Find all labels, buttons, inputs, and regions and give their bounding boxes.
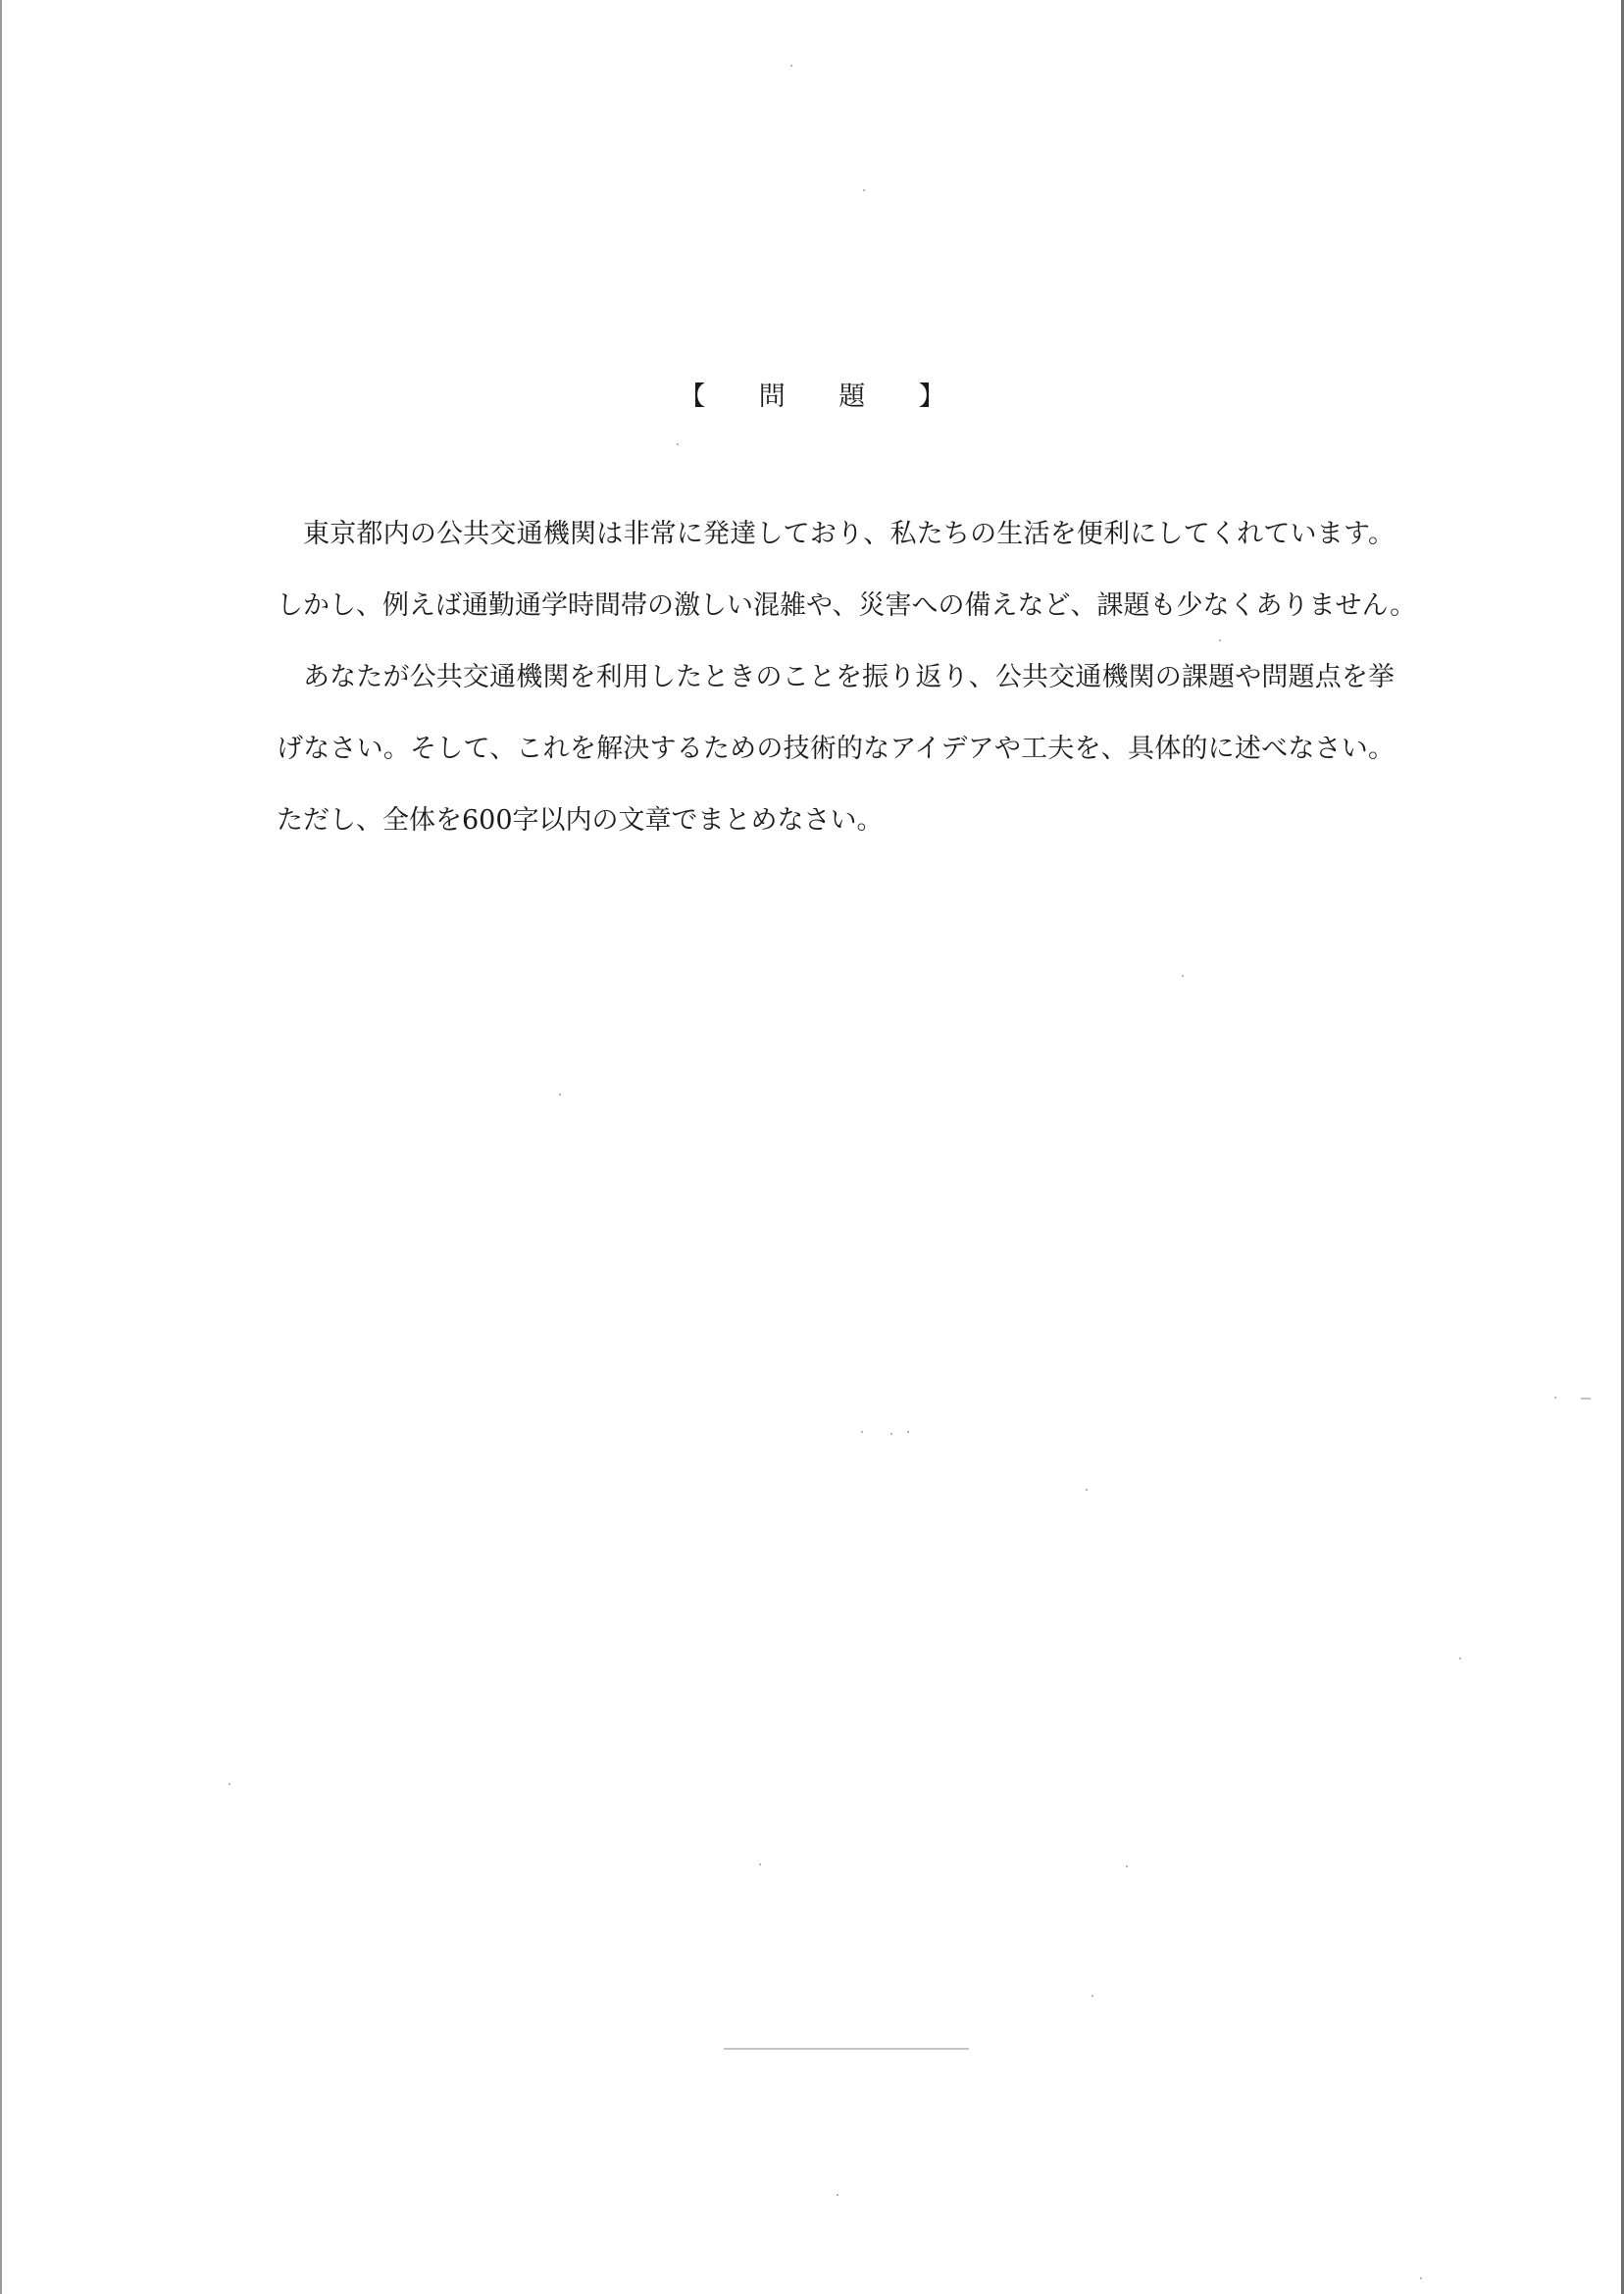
paragraph-1-line-1: 東京都内の公共交通機関は非常に発達しており、私たちの生活を便利にしてくれています。 — [303, 519, 1395, 549]
scan-speck — [1182, 975, 1184, 977]
scan-speck — [677, 443, 679, 445]
scan-mark — [1581, 1398, 1591, 1400]
scan-mark — [724, 2048, 969, 2050]
scan-speck — [863, 189, 865, 191]
scan-speck — [1459, 1657, 1461, 1659]
scan-speck — [1091, 1995, 1093, 1997]
paragraph-2-line-2: げなさい。そして、これを解決するための技術的なアイデアや工夫を、具体的に述べなさい。 — [277, 734, 1395, 764]
scan-speck — [759, 1863, 761, 1865]
scan-speck — [861, 1431, 863, 1433]
scan-speck — [1554, 1397, 1556, 1399]
scan-speck — [228, 1783, 230, 1785]
document-title: 【 問 題 】 — [679, 382, 968, 412]
scan-speck — [1219, 639, 1221, 641]
scan-speck — [1126, 1865, 1128, 1867]
scan-speck — [559, 1094, 561, 1096]
page-left-edge — [0, 0, 2, 2294]
question-body — [277, 498, 1417, 856]
paragraph-1-line-2: しかし、例えば通勤通学時間帯の激しい混雑や、災害への備えなど、課題も少なくありません。 — [277, 590, 1417, 621]
scan-speck — [1420, 2277, 1422, 2279]
paragraph-2-line-1: あなたが公共交通機関を利用したときのことを振り返り、公共交通機関の課題や問題点を挙 — [303, 662, 1395, 692]
paragraph-2-line-3: ただし、全体を600字以内の文章でまとめなさい。 — [277, 805, 884, 836]
scan-speck — [837, 2194, 838, 2196]
scan-speck — [790, 65, 792, 67]
scan-speck — [1086, 1489, 1088, 1491]
scan-speck — [890, 1433, 892, 1435]
scan-speck — [907, 1431, 909, 1433]
